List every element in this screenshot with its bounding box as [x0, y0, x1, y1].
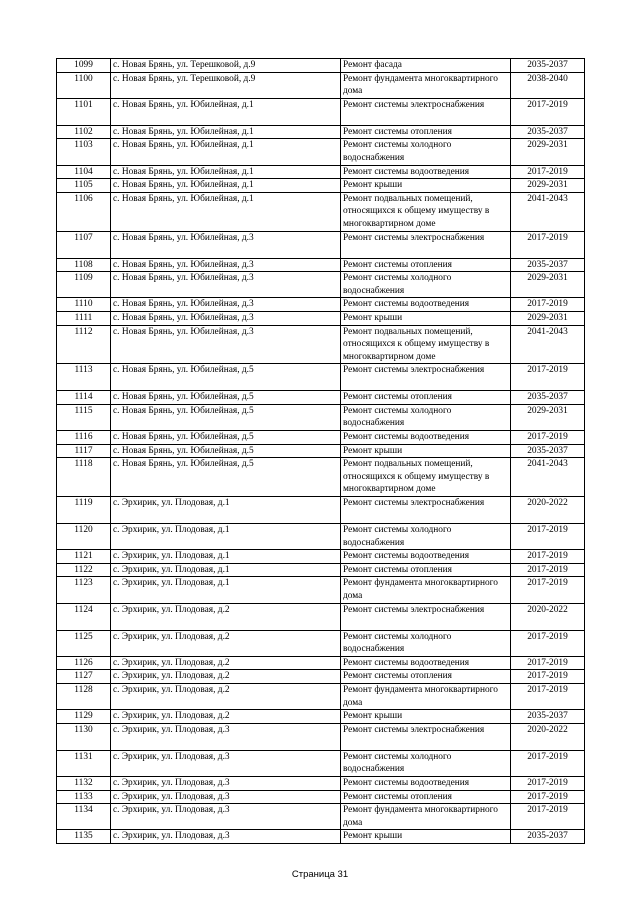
address-cell: с. Новая Брянь, ул. Юбилейная, д.3 — [111, 311, 341, 325]
address-cell: с. Эрхирик, ул. Плодовая, д.2 — [111, 710, 341, 724]
table-row — [57, 258, 585, 272]
work-type-cell: Ремонт системы электроснабжения — [341, 98, 511, 125]
row-number: 1122 — [57, 563, 111, 577]
work-type-cell: Ремонт крыши — [341, 444, 511, 458]
row-number: 1134 — [57, 804, 111, 830]
address-cell: с. Эрхирик, ул. Плодовая, д.1 — [111, 550, 341, 564]
work-type-cell: Ремонт системы водоотведения — [341, 165, 511, 179]
table-row — [57, 272, 585, 298]
address-cell: с. Новая Брянь, ул. Юбилейная, д.5 — [111, 431, 341, 445]
term-cell: 2017-2019 — [511, 563, 585, 577]
term-cell: 2029-2031 — [511, 404, 585, 430]
work-type-cell: Ремонт системы водоотведения — [341, 776, 511, 790]
address-cell: с. Новая Брянь, ул. Юбилейная, д.5 — [111, 404, 341, 430]
row-number: 1117 — [57, 444, 111, 458]
address-cell: с. Эрхирик, ул. Плодовая, д.2 — [111, 630, 341, 656]
row-number: 1133 — [57, 790, 111, 804]
row-number: 1099 — [57, 59, 111, 73]
address-cell: с. Эрхирик, ул. Плодовая, д.2 — [111, 603, 341, 630]
row-number: 1109 — [57, 272, 111, 298]
page-number: Страница 31 — [291, 869, 349, 880]
address-cell: с. Эрхирик, ул. Плодовая, д.2 — [111, 683, 341, 709]
work-type-cell: Ремонт системы отопления — [341, 125, 511, 139]
term-cell: 2017-2019 — [511, 776, 585, 790]
table-row — [57, 790, 585, 804]
address-cell: с. Эрхирик, ул. Плодовая, д.1 — [111, 524, 341, 550]
work-type-cell: Ремонт системы холодного водоснабжения — [341, 139, 511, 165]
work-type-cell: Ремонт системы электроснабжения — [341, 497, 511, 524]
work-type-cell: Ремонт системы электроснабжения — [341, 364, 511, 391]
table-row — [57, 563, 585, 577]
term-cell: 2041-2043 — [511, 458, 585, 497]
term-cell: 2041-2043 — [511, 325, 585, 364]
row-number: 1131 — [57, 750, 111, 776]
table-row — [57, 192, 585, 231]
table-row — [57, 391, 585, 405]
row-number: 1116 — [57, 431, 111, 445]
term-cell: 2041-2043 — [511, 192, 585, 231]
address-cell: с. Новая Брянь, ул. Юбилейная, д.3 — [111, 272, 341, 298]
row-number: 1104 — [57, 165, 111, 179]
term-cell: 2017-2019 — [511, 683, 585, 709]
table-row — [57, 139, 585, 165]
work-type-cell: Ремонт системы холодного водоснабжения — [341, 404, 511, 430]
row-number: 1103 — [57, 139, 111, 165]
address-cell: с. Новая Брянь, ул. Юбилейная, д.1 — [111, 98, 341, 125]
term-cell: 2020-2022 — [511, 723, 585, 750]
row-number: 1128 — [57, 683, 111, 709]
table-body — [57, 59, 585, 844]
row-number: 1129 — [57, 710, 111, 724]
work-type-cell: Ремонт крыши — [341, 179, 511, 193]
table-row — [57, 364, 585, 391]
term-cell: 2029-2031 — [511, 272, 585, 298]
address-cell: с. Новая Брянь, ул. Юбилейная, д.3 — [111, 258, 341, 272]
work-type-cell: Ремонт фундамента многоквартирного дома — [341, 804, 511, 830]
table-row — [57, 59, 585, 73]
row-number: 1110 — [57, 298, 111, 312]
term-cell: 2029-2031 — [511, 179, 585, 193]
table-row — [57, 325, 585, 364]
table-row — [57, 683, 585, 709]
address-cell: с. Новая Брянь, ул. Юбилейная, д.1 — [111, 192, 341, 231]
term-cell: 2017-2019 — [511, 630, 585, 656]
address-cell: с. Эрхирик, ул. Плодовая, д.3 — [111, 776, 341, 790]
work-type-cell: Ремонт крыши — [341, 710, 511, 724]
row-number: 1101 — [57, 98, 111, 125]
address-cell: с. Новая Брянь, ул. Юбилейная, д.5 — [111, 444, 341, 458]
row-number: 1102 — [57, 125, 111, 139]
address-cell: с. Новая Брянь, ул. Юбилейная, д.1 — [111, 179, 341, 193]
term-cell: 2017-2019 — [511, 790, 585, 804]
row-number: 1125 — [57, 630, 111, 656]
address-cell: с. Новая Брянь, ул. Юбилейная, д.1 — [111, 165, 341, 179]
work-type-cell: Ремонт системы холодного водоснабжения — [341, 272, 511, 298]
address-cell: с. Эрхирик, ул. Плодовая, д.2 — [111, 670, 341, 684]
term-cell: 2017-2019 — [511, 364, 585, 391]
row-number: 1126 — [57, 656, 111, 670]
row-number: 1135 — [57, 830, 111, 844]
row-number: 1113 — [57, 364, 111, 391]
row-number: 1127 — [57, 670, 111, 684]
table-row — [57, 577, 585, 603]
repair-schedule-table — [56, 58, 585, 844]
address-cell: с. Эрхирик, ул. Плодовая, д.1 — [111, 577, 341, 603]
table-row — [57, 656, 585, 670]
work-type-cell: Ремонт крыши — [341, 830, 511, 844]
work-type-cell: Ремонт системы отопления — [341, 563, 511, 577]
address-cell: с. Новая Брянь, ул. Терешковой, д.9 — [111, 72, 341, 98]
address-cell: с. Эрхирик, ул. Плодовая, д.3 — [111, 723, 341, 750]
work-type-cell: Ремонт крыши — [341, 311, 511, 325]
address-cell: с. Эрхирик, ул. Плодовая, д.2 — [111, 656, 341, 670]
table-row — [57, 231, 585, 258]
table-row — [57, 431, 585, 445]
table-row — [57, 125, 585, 139]
table-row — [57, 630, 585, 656]
term-cell: 2035-2037 — [511, 830, 585, 844]
table-row — [57, 497, 585, 524]
table-row — [57, 670, 585, 684]
address-cell: с. Эрхирик, ул. Плодовая, д.3 — [111, 790, 341, 804]
address-cell: с. Новая Брянь, ул. Юбилейная, д.1 — [111, 125, 341, 139]
work-type-cell: Ремонт системы холодного водоснабжения — [341, 750, 511, 776]
table-row — [57, 710, 585, 724]
term-cell: 2029-2031 — [511, 311, 585, 325]
row-number: 1111 — [57, 311, 111, 325]
row-number: 1132 — [57, 776, 111, 790]
row-number: 1115 — [57, 404, 111, 430]
work-type-cell: Ремонт системы водоотведения — [341, 656, 511, 670]
work-type-cell: Ремонт фасада — [341, 59, 511, 73]
term-cell: 2017-2019 — [511, 98, 585, 125]
address-cell: с. Эрхирик, ул. Плодовая, д.3 — [111, 750, 341, 776]
table-row — [57, 524, 585, 550]
term-cell: 2017-2019 — [511, 165, 585, 179]
term-cell: 2029-2031 — [511, 139, 585, 165]
address-cell: с. Новая Брянь, ул. Юбилейная, д.5 — [111, 458, 341, 497]
table-row — [57, 311, 585, 325]
term-cell: 2017-2019 — [511, 524, 585, 550]
term-cell: 2035-2037 — [511, 444, 585, 458]
term-cell: 2017-2019 — [511, 804, 585, 830]
table-row — [57, 298, 585, 312]
row-number: 1130 — [57, 723, 111, 750]
table-row — [57, 776, 585, 790]
table-row — [57, 750, 585, 776]
work-type-cell: Ремонт подвальных помещений, относящихся к общему имуществу в многоквартирном доме — [341, 458, 511, 497]
table-row — [57, 444, 585, 458]
work-type-cell: Ремонт системы электроснабжения — [341, 603, 511, 630]
table-row — [57, 72, 585, 98]
address-cell: с. Новая Брянь, ул. Юбилейная, д.5 — [111, 391, 341, 405]
work-type-cell: Ремонт системы отопления — [341, 391, 511, 405]
row-number: 1112 — [57, 325, 111, 364]
table-row — [57, 830, 585, 844]
work-type-cell: Ремонт фундамента многоквартирного дома — [341, 72, 511, 98]
term-cell: 2017-2019 — [511, 550, 585, 564]
term-cell: 2017-2019 — [511, 656, 585, 670]
term-cell: 2020-2022 — [511, 603, 585, 630]
work-type-cell: Ремонт фундамента многоквартирного дома — [341, 577, 511, 603]
work-type-cell: Ремонт системы электроснабжения — [341, 231, 511, 258]
term-cell: 2017-2019 — [511, 231, 585, 258]
address-cell: с. Новая Брянь, ул. Юбилейная, д.3 — [111, 298, 341, 312]
address-cell: с. Новая Брянь, ул. Юбилейная, д.5 — [111, 364, 341, 391]
term-cell: 2017-2019 — [511, 670, 585, 684]
work-type-cell: Ремонт системы отопления — [341, 670, 511, 684]
work-type-cell: Ремонт подвальных помещений, относящихся к общему имуществу в многоквартирном доме — [341, 192, 511, 231]
address-cell: с. Новая Брянь, ул. Юбилейная, д.1 — [111, 139, 341, 165]
address-cell: с. Эрхирик, ул. Плодовая, д.1 — [111, 497, 341, 524]
address-cell: с. Новая Брянь, ул. Юбилейная, д.3 — [111, 325, 341, 364]
row-number: 1107 — [57, 231, 111, 258]
row-number: 1124 — [57, 603, 111, 630]
row-number: 1105 — [57, 179, 111, 193]
term-cell: 2035-2037 — [511, 125, 585, 139]
row-number: 1120 — [57, 524, 111, 550]
table-row — [57, 723, 585, 750]
row-number: 1118 — [57, 458, 111, 497]
term-cell: 2017-2019 — [511, 298, 585, 312]
term-cell: 2038-2040 — [511, 72, 585, 98]
table-row — [57, 404, 585, 430]
table-row — [57, 550, 585, 564]
row-number: 1123 — [57, 577, 111, 603]
term-cell: 2035-2037 — [511, 710, 585, 724]
table-row — [57, 98, 585, 125]
table-row — [57, 165, 585, 179]
term-cell: 2020-2022 — [511, 497, 585, 524]
term-cell: 2017-2019 — [511, 750, 585, 776]
row-number: 1119 — [57, 497, 111, 524]
work-type-cell: Ремонт системы отопления — [341, 258, 511, 272]
work-type-cell: Ремонт системы водоотведения — [341, 431, 511, 445]
row-number: 1106 — [57, 192, 111, 231]
work-type-cell: Ремонт фундамента многоквартирного дома — [341, 683, 511, 709]
address-cell: с. Эрхирик, ул. Плодовая, д.3 — [111, 804, 341, 830]
term-cell: 2035-2037 — [511, 258, 585, 272]
address-cell: с. Новая Брянь, ул. Юбилейная, д.3 — [111, 231, 341, 258]
work-type-cell: Ремонт системы холодного водоснабжения — [341, 524, 511, 550]
address-cell: с. Эрхирик, ул. Плодовая, д.3 — [111, 830, 341, 844]
work-type-cell: Ремонт системы холодного водоснабжения — [341, 630, 511, 656]
work-type-cell: Ремонт системы водоотведения — [341, 550, 511, 564]
work-type-cell: Ремонт системы водоотведения — [341, 298, 511, 312]
address-cell: с. Новая Брянь, ул. Терешковой, д.9 — [111, 59, 341, 73]
row-number: 1100 — [57, 72, 111, 98]
term-cell: 2017-2019 — [511, 577, 585, 603]
row-number: 1114 — [57, 391, 111, 405]
table-row — [57, 603, 585, 630]
work-type-cell: Ремонт системы электроснабжения — [341, 723, 511, 750]
work-type-cell: Ремонт подвальных помещений, относящихся к общему имуществу в многоквартирном доме — [341, 325, 511, 364]
table-row — [57, 458, 585, 497]
row-number: 1121 — [57, 550, 111, 564]
term-cell: 2017-2019 — [511, 431, 585, 445]
row-number: 1108 — [57, 258, 111, 272]
work-type-cell: Ремонт системы отопления — [341, 790, 511, 804]
table-row — [57, 179, 585, 193]
address-cell: с. Эрхирик, ул. Плодовая, д.1 — [111, 563, 341, 577]
term-cell: 2035-2037 — [511, 391, 585, 405]
table-row — [57, 804, 585, 830]
term-cell: 2035-2037 — [511, 59, 585, 73]
